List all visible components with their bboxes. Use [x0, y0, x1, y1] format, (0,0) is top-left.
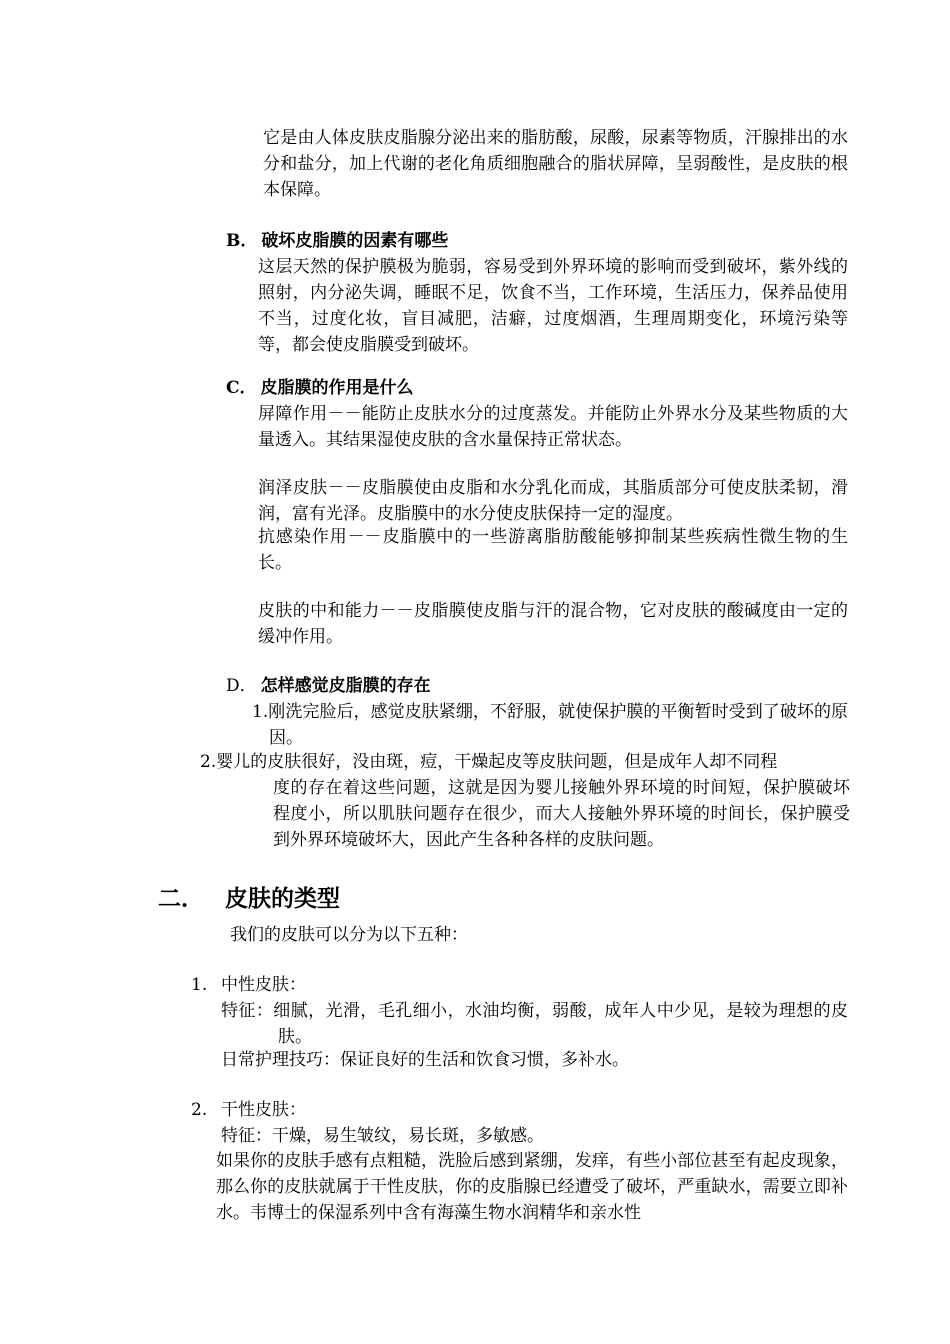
sebum-definition-paragraph: 它是由人体皮肤皮脂腺分泌出来的脂肪酸，尿酸，尿素等物质，汗腺排出的水分和盐分，加上代谢的老化角质细胞融合的脂状屏障，呈弱酸性，是皮肤的根本保障。 [263, 128, 848, 200]
type-1-care: 日常护理技巧：保证良好的生活和饮食习惯，多补水。 [221, 1050, 629, 1070]
list-item-2-first-line: 2.婴儿的皮肤很好，没由斑，痘，干燥起皮等皮肤问题，但是成年人却不同程 [200, 752, 778, 772]
section-c-heading [226, 375, 414, 401]
type-2-name: 干性皮肤： [221, 1100, 306, 1120]
section-b-label: B． [226, 231, 258, 251]
chapter-number: 二． [158, 886, 204, 912]
chapter-title: 皮肤的类型 [225, 886, 340, 912]
section-b-paragraph: 这层天然的保护膜极为脆弱，容易受到外界环境的影响而受到破坏，紫外线的照射，内分泌失调，睡眠不足，饮食不当，工作环境，生活压力，保养品使用不当，过度化妆，盲目减肥，洁癖，过度烟酒，生理周期变化，环境污染等等，都会使皮脂膜受到破坏。 [258, 257, 848, 355]
moisturize-function-paragraph: 润泽皮肤－－皮脂膜使由皮脂和水分乳化而成，其脂质部分可使皮肤柔韧，滑润，富有光泽。皮脂膜中的水分使皮肤保持一定的湿度。 [258, 478, 848, 524]
type-1-feature: 特征：细腻，光滑，毛孔细小，水油均衡，弱酸，成年人中少见，是较为理想的皮肤。 [221, 1001, 848, 1047]
barrier-function-paragraph: 屏障作用－－能防止皮肤水分的过度蒸发。并能防止外界水分及某些物质的大量透入。其结果湿使皮肤的含水量保持正常状态。 [258, 404, 848, 450]
list-item-1: 1.刚洗完脸后，感觉皮肤紧绷，不舒服，就使保护膜的平衡暂时受到了破坏的原因。 [252, 702, 848, 748]
type-2-feature: 特征：干燥，易生皱纹，易长斑，多敏感。 [221, 1126, 544, 1146]
section-b-title: 破坏皮脂膜的因素有哪些 [261, 231, 449, 251]
section-d-title: 怎样感觉皮脂膜的存在 [260, 676, 431, 696]
section-b-heading [226, 228, 448, 254]
chapter-intro: 我们的皮肤可以分为以下五种： [230, 925, 468, 945]
section-c-label: C． [226, 378, 257, 398]
type-2-paragraph: 如果你的皮肤手感有点粗糙，洗脸后感到紧绷，发痒，有些小部位甚至有起皮现象，那么你的皮肤就属于干性皮肤，你的皮脂腺已经遭受了破坏，严重缺水，需要立即补水。韦博士的保湿系列中含有海藻生物水润精华和亲水性 [216, 1151, 848, 1223]
section-d-label: D． [226, 676, 257, 696]
list-item-2-continuation: 度的存在着这些问题，这就是因为婴儿接触外界环境的时间短，保护膜破坏程度小，所以肌肤问题存在很少，而大人接触外界环境的时间长，保护膜受到外界环境破坏大，因此产生各种各样的皮肤问题。 [273, 778, 850, 850]
section-d-heading [226, 673, 431, 699]
type-1-name: 中性皮肤： [221, 975, 306, 995]
anti-infection-paragraph: 抗感染作用－－皮脂膜中的一些游离脂肪酸能够抑制某些疾病性微生物的生长。 [258, 527, 848, 573]
type-1-number: 1. [191, 975, 208, 995]
neutralizing-paragraph: 皮肤的中和能力－－皮脂膜使皮脂与汗的混合物，它对皮肤的酸碱度由一定的缓冲作用。 [258, 601, 848, 647]
type-2-number: 2. [191, 1100, 208, 1120]
section-c-title: 皮脂膜的作用是什么 [260, 378, 414, 398]
